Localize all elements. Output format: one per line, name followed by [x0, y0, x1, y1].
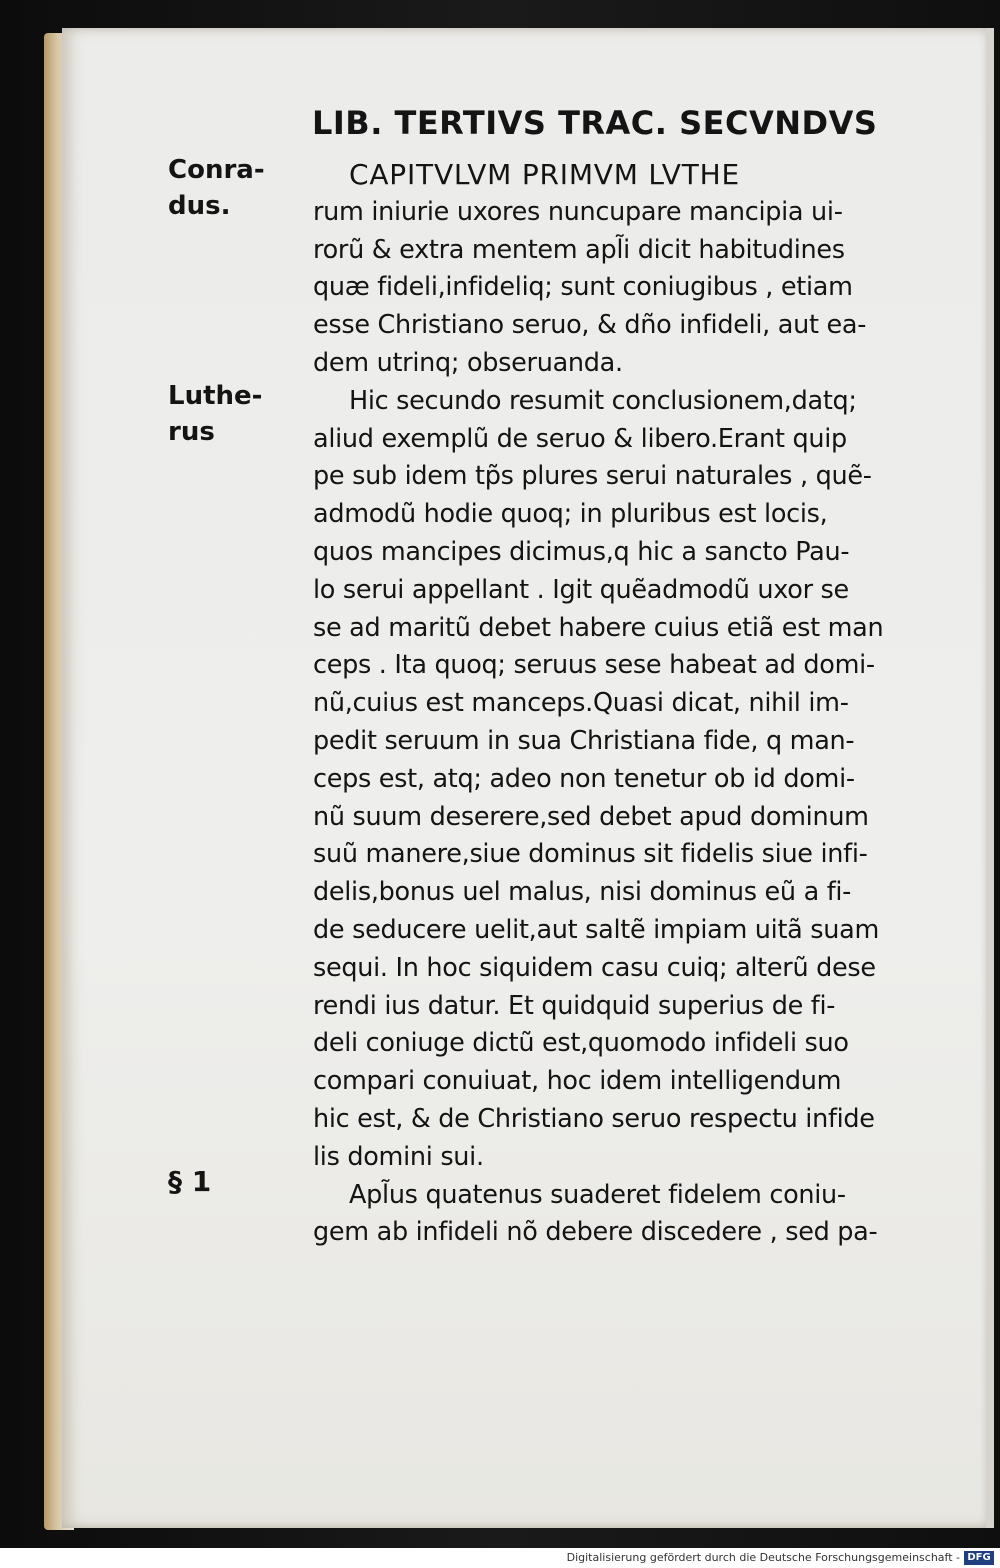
chapter-heading: CAPITVLVM PRIMVM LVTHE	[349, 158, 740, 191]
text-line: de seducere uelit,aut saltẽ impiam uitã suam	[313, 914, 879, 945]
text-line: quæ fideli,infideliq; sunt coniugibus , etiam	[313, 272, 853, 303]
text-line: quos mancipes dicimus,q hic a sancto Pau-	[313, 536, 850, 567]
text-line: nũ suum deserere,sed debet apud dominum	[313, 801, 869, 832]
text-line: Hic secundo resumit conclusionem,datq;	[349, 385, 857, 416]
margin-note-line: Luthe-	[168, 381, 263, 411]
text-line: deli coniuge dictũ est,quomodo infideli suo	[313, 1028, 849, 1059]
text-line: admodũ hodie quoq; in pluribus est locis,	[313, 499, 828, 530]
funding-notice: Digitalisierung gefördert durch die Deutsche Forschungsgemeinschaft -	[566, 1551, 960, 1564]
margin-note-conradus	[168, 152, 308, 224]
text-line: lis domini sui.	[313, 1141, 484, 1172]
text-line: hic est, & de Christiano seruo respectu infide	[313, 1103, 875, 1134]
running-head: LIB. TERTIVS TRAC. SECVNDVS	[312, 104, 878, 142]
text-line: aliud exemplũ de seruo & libero.Erant quip	[313, 423, 847, 454]
text-line: delis,bonus uel malus, nisi dominus eũ a fi-	[313, 877, 852, 908]
section-marker: § 1	[168, 1165, 212, 1198]
text-line: rum iniurie uxores nuncupare mancipia ui-	[313, 196, 843, 227]
margin-note-lutherus	[168, 378, 308, 450]
text-line: rendi ius datur. Et quidquid superius de fi-	[313, 990, 836, 1021]
text-line: dem utrinq; obseruanda.	[313, 347, 623, 378]
page-rim	[986, 28, 994, 1528]
text-line: pe sub idem tp̃s plures serui naturales , quẽ-	[313, 461, 872, 492]
margin-note-line: Conra-	[168, 155, 265, 185]
margin-note-line: dus.	[168, 191, 231, 221]
text-line: esse Christiano seruo, & dño infideli, aut ea-	[313, 310, 867, 341]
text-line: ceps . Ita quoq; seruus sese habeat ad domi-	[313, 650, 875, 681]
body-text	[313, 156, 953, 1252]
text-line: pedit seruum in sua Christiana fide, q man-	[313, 725, 855, 756]
footer-bar	[0, 1548, 1000, 1568]
text-line: Apl̃us quatenus suaderet fidelem coniu-	[349, 1179, 846, 1210]
text-line: compari conuiuat, hoc idem intelligendum	[313, 1066, 842, 1097]
dfg-logo: DFG	[964, 1551, 994, 1565]
text-line: nũ,cuius est manceps.Quasi dicat, nihil im-	[313, 688, 849, 719]
text-line: ceps est, atq; adeo non tenetur ob id domi-	[313, 763, 855, 794]
margin-note-line: rus	[168, 417, 215, 447]
text-line: se ad maritũ debet habere cuius etiã est man	[313, 612, 884, 643]
text-line: rorũ & extra mentem apl̃i dicit habitudines	[313, 234, 845, 265]
text-line: lo serui appellant . Igit quẽadmodũ uxor se	[313, 574, 849, 605]
text-line: sequi. In hoc siquidem casu cuiq; alterũ dese	[313, 952, 876, 983]
text-line: gem ab infideli nõ debere discedere , sed pa-	[313, 1217, 878, 1248]
text-line: suũ manere,siue dominus sit fidelis siue infi-	[313, 839, 868, 870]
